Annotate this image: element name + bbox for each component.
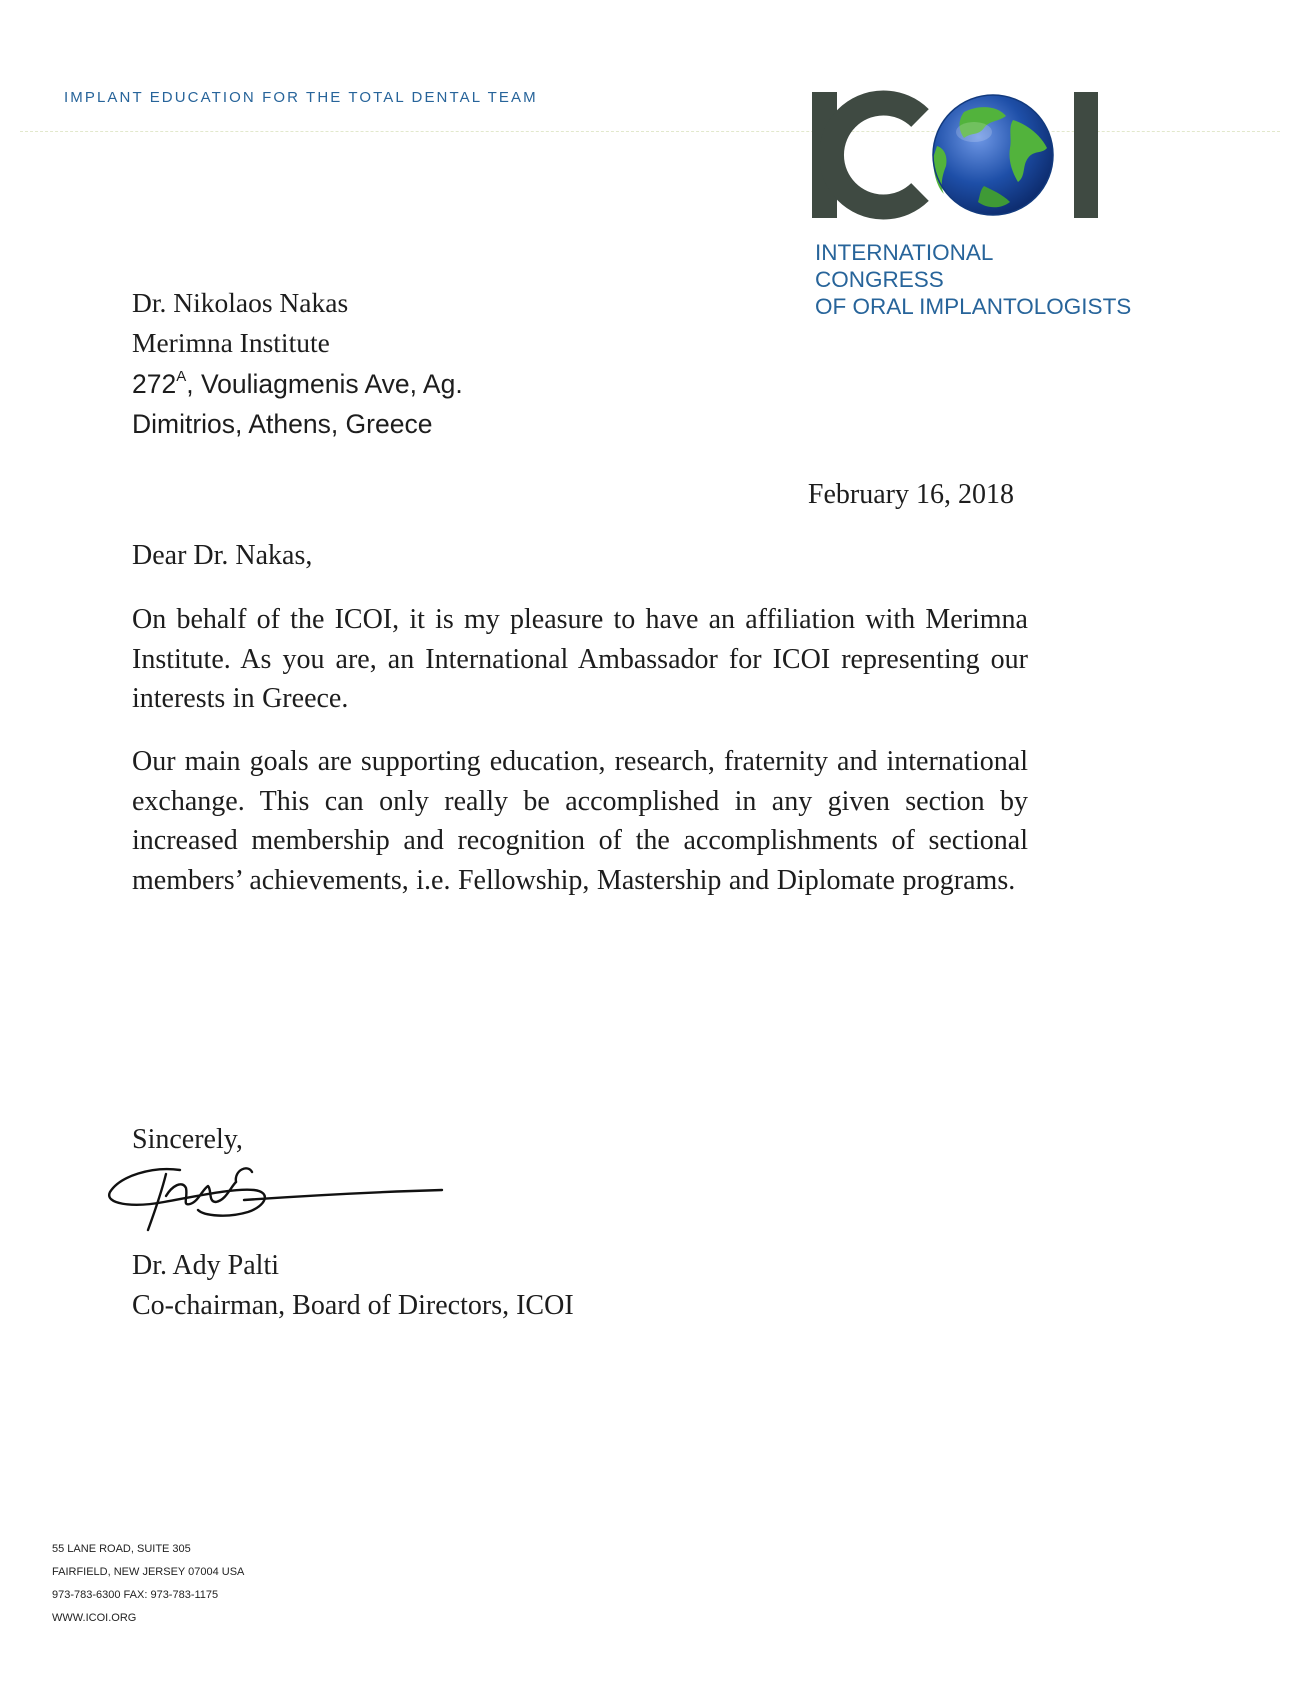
organization-name xyxy=(815,239,1131,320)
footer-website: WWW.ICOI.ORG xyxy=(52,1612,137,1624)
street-superscript: A xyxy=(176,368,187,385)
footer-contact xyxy=(52,1538,244,1630)
signer-title: Co-chairman, Board of Directors, ICOI xyxy=(132,1290,574,1321)
org-name-line-1: INTERNATIONAL xyxy=(815,240,994,265)
footer-phone-fax: 973-783-6300 FAX: 973-783-1175 xyxy=(52,1589,219,1601)
globe-icon xyxy=(933,95,1053,215)
recipient-institution: Merimna Institute xyxy=(132,327,330,358)
footer-address-line-2: FAIRFIELD, NEW JERSEY 07004 USA xyxy=(52,1566,245,1578)
recipient-city: Dimitrios, Athens, Greece xyxy=(132,409,433,439)
salutation: Dear Dr. Nakas, xyxy=(132,540,313,571)
signer-block xyxy=(132,1246,574,1326)
letterhead-tagline: IMPLANT EDUCATION FOR THE TOTAL DENTAL TEAM xyxy=(64,89,538,106)
recipient-street-block xyxy=(132,364,463,444)
handwritten-signature xyxy=(102,1140,447,1245)
recipient-street xyxy=(132,364,463,404)
recipient-name: Dr. Nikolaos Nakas xyxy=(132,287,349,318)
org-name-line-2: CONGRESS xyxy=(815,267,944,292)
street-number: 272 xyxy=(132,369,177,399)
recipient-address xyxy=(132,283,348,363)
closing: Sincerely, xyxy=(132,1124,243,1155)
icoi-logo xyxy=(812,90,1102,220)
footer-address-line-1: 55 LANE ROAD, SUITE 305 xyxy=(52,1543,191,1555)
letter-date: February 16, 2018 xyxy=(807,479,1014,510)
signer-name: Dr. Ady Palti xyxy=(132,1250,280,1281)
street-rest: , Vouliagmenis Ave, Ag. xyxy=(186,369,463,399)
org-name-line-3: OF ORAL IMPLANTOLOGISTS xyxy=(815,294,1132,319)
body-paragraph-2: Our main goals are supporting education, research, fraternity and international exchange. This can only really be accomplished in any given section by increased membership and recognition of the accomplishments of sectional members’ achievements, i.e. Fellowship, Mastership and Diplomate programs. xyxy=(132,746,1028,896)
body-paragraph-1: On behalf of the ICOI, it is my pleasure to have an affiliation with Merimna Institute. As you are, an International Ambassador for ICOI representing our interests in Greece. xyxy=(132,604,1028,714)
